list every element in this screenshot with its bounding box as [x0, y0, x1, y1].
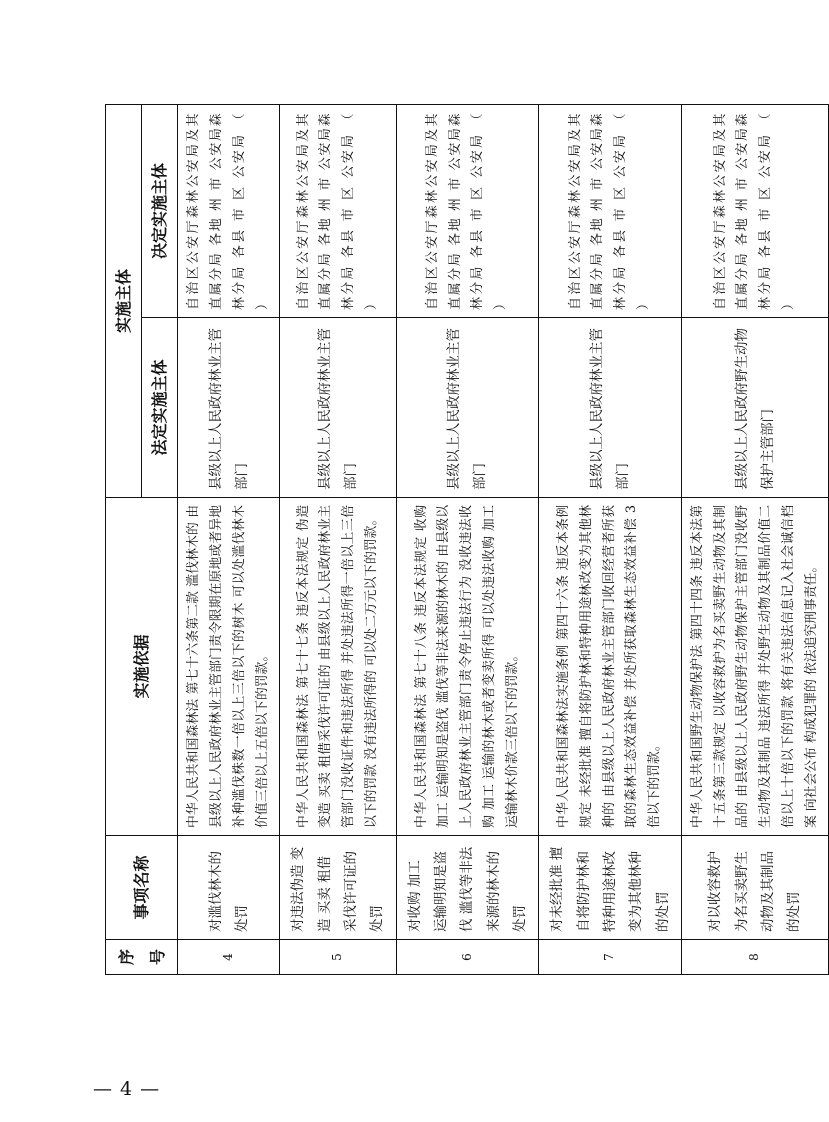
- row-item-name: 对未经批准 擅自将防护林和特种用途林改变为其他林种的处罚: [539, 836, 682, 940]
- row-basis: 中华人民共和国森林法 第七十七条 违反本法规定 伪造 变造 买卖 租借采伐许可证的 由县级以上人民政府林业主管部门没收证件和违法所得 并处违法所得一倍以上三倍以下的罚款 没有违法所得的 可以处二万元以下的罚款。: [280, 498, 396, 836]
- row-legal-subject: 县级以上人民政府林业主管部门: [539, 318, 682, 498]
- row-index: 7: [539, 940, 682, 975]
- header-legal-subject: 法定实施主体: [142, 318, 178, 498]
- row-legal-subject: 县级以上人民政府野生动物保护主管部门: [681, 318, 829, 498]
- row-basis: 中华人民共和国森林法 第七十六条第二款 滥伐林木的 由县级以上人民政府林业主管部门责令限期在原地或者异地补种滥伐株数一倍以上三倍以下的树木 可以处滥伐林木价值三倍以上五倍以下的罚款。: [178, 498, 280, 836]
- row-decision-subject: 自治区公安厅森林公安局及其直属分局 各地 州 市 公安局森林分局 各县 市 区 公安局 （ ）: [681, 104, 829, 317]
- row-decision-subject: 自治区公安厅森林公安局及其直属分局 各地 州 市 公安局森林分局 各县 市 区 公安局 （ ）: [396, 104, 539, 317]
- header-basis: 实施依据: [106, 498, 178, 836]
- row-item-name: 对以收容救护为名买卖野生动物及其制品的处罚: [681, 836, 829, 940]
- row-index: 5: [280, 940, 396, 975]
- row-index: 4: [178, 940, 280, 975]
- row-legal-subject: 县级以上人民政府林业主管部门: [178, 318, 280, 498]
- row-decision-subject: 自治区公安厅森林公安局及其直属分局 各地 州 市 公安局森林分局 各县 市 区 公安局 （ ）: [539, 104, 682, 317]
- row-basis: 中华人民共和国森林法 第七十八条 违反本法规定 收购 加工 运输明知是盗伐 滥伐等非法来源的林木的 由县级以上人民政府林业主管部门责令停止违法行为 没收违法收购 加工 运输的林木或者变卖所得 可以处违法收购 加工 运输林木价款三倍以下的罚款。: [396, 498, 539, 836]
- row-index: 8: [681, 940, 829, 975]
- header-decision-subject: 决定实施主体: [142, 104, 178, 317]
- enforcement-table: [105, 104, 829, 975]
- header-subject-group: 实施主体: [106, 104, 142, 497]
- rotated-table-container: [105, 105, 819, 975]
- row-item-name: 对收购 加工 运输明知是盗伐 滥伐等非法来源的林木的处罚: [396, 836, 539, 940]
- table-row: [681, 104, 829, 974]
- row-basis: 中华人民共和国森林法实施条例 第四十六条 违反本条例规定 未经批准 擅自将防护林和特种用途林改变为其他林种的 由县级以上人民政府林业主管部门收回经营者所获取的森林生态效益补偿 并处所获取森林生态效益补偿 3 倍以下的罚款。: [539, 498, 682, 836]
- row-item-name: 对违法伪造 变造 买卖 租借采伐许可证的处罚: [280, 836, 396, 940]
- row-index: 6: [396, 940, 539, 975]
- header-item-name: 事项名称: [106, 836, 178, 940]
- table-row: [280, 104, 396, 974]
- row-decision-subject: 自治区公安厅森林公安局及其直属分局 各地 州 市 公安局森林分局 各县 市 区 公安局 （ ）: [178, 104, 280, 317]
- table-row: [539, 104, 682, 974]
- row-legal-subject: 县级以上人民政府林业主管部门: [396, 318, 539, 498]
- row-basis: 中华人民共和国野生动物保护法 第四十四条 违反本法第十五条第三款规定 以收容救护为名买卖野生动物及其制品的 由县级以上人民政府野生动物保护主管部门没收野生动物及其制品 违法所得 并处野生动物及其制品价值二倍以上十倍以下的罚款 将有关违法信息记入社会诚信档案 向社会公布 构成犯罪的 依法追究刑事责任。: [681, 498, 829, 836]
- table-row: [396, 104, 539, 974]
- header-index: 序号: [106, 940, 178, 975]
- page-number: — 4 —: [93, 1078, 161, 1100]
- row-item-name: 对滥伐林木的处罚: [178, 836, 280, 940]
- table-row: [178, 104, 280, 974]
- row-legal-subject: 县级以上人民政府林业主管部门: [280, 318, 396, 498]
- row-decision-subject: 自治区公安厅森林公安局及其直属分局 各地 州 市 公安局森林分局 各县 市 区 公安局 （ ）: [280, 104, 396, 317]
